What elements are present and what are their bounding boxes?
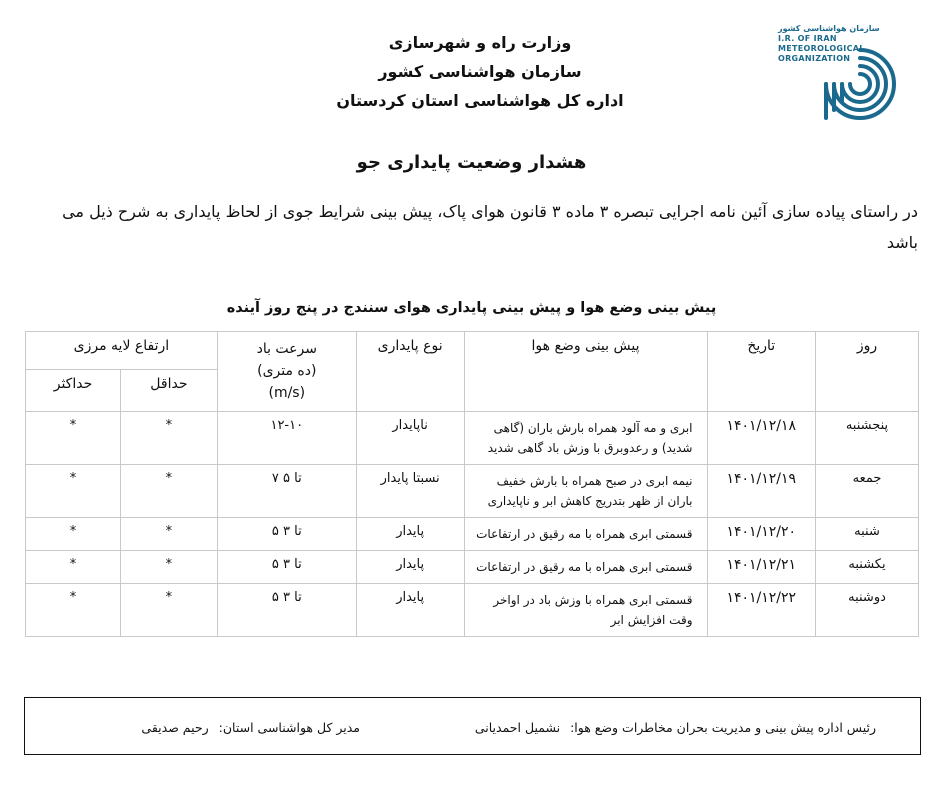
forecast-head-signature [475, 720, 876, 735]
cell-day: پنجشنبه [816, 412, 919, 465]
cell-min: * [120, 551, 217, 584]
forecast-head-name: نشمیل احمدیانی [474, 720, 561, 735]
table-row [26, 465, 919, 518]
cell-wind: تا ۳ ۵ [217, 584, 356, 637]
cell-stability: پایدار [356, 518, 464, 551]
header-stability: نوع پایداری [356, 332, 464, 412]
cell-weather: نیمه ابری در صبح همراه با بارش خفیف باران از ظهر بتدریج کاهش ابر و ناپایداری [464, 465, 707, 518]
cell-date: ۱۴۰۱/۱۲/۱۸ [707, 412, 816, 465]
header-wind-label: سرعت باد [256, 341, 317, 357]
logo-text-fa: سازمان هواشناسی کشور [778, 24, 880, 33]
table-row [26, 518, 919, 551]
cell-max: * [26, 584, 121, 637]
director-general-name: رحیم صدیقی [141, 720, 209, 735]
cell-max: * [26, 518, 121, 551]
spiral-emblem-icon [820, 44, 900, 124]
logo-text-en-2: METEOROLOGICAL [778, 44, 865, 53]
cell-min: * [120, 465, 217, 518]
director-general-title: مدیر کل هواشناسی استان: [218, 720, 360, 735]
cell-min: * [120, 584, 217, 637]
cell-min: * [120, 518, 217, 551]
header-day: روز [816, 332, 919, 412]
header-wind [217, 332, 356, 412]
cell-weather: ابری و مه آلود همراه بارش باران (گاهی شدید) و رعدوبرق با وزش باد گاهی شدید [464, 412, 707, 465]
logo-text-en-1: I.R. OF IRAN [778, 34, 837, 43]
forecast-table [25, 331, 919, 637]
cell-max: * [26, 465, 121, 518]
cell-day: یکشنبه [816, 551, 919, 584]
cell-wind: ۱۲-۱۰ [217, 412, 356, 465]
cell-date: ۱۴۰۱/۱۲/۱۹ [707, 465, 816, 518]
director-general-signature [141, 720, 360, 735]
header-min: حداقل [120, 370, 217, 412]
header-wind-unit-height: (ده متری) [257, 363, 317, 379]
signature-box [24, 697, 921, 755]
cell-date: ۱۴۰۱/۱۲/۲۱ [707, 551, 816, 584]
cell-max: * [26, 412, 121, 465]
cell-wind: تا ۵ ۷ [217, 465, 356, 518]
table-caption: پیش بینی وضع هوا و پیش بینی پایداری هوای سنندج در پنج روز آینده [226, 300, 717, 316]
provincial-office-name: اداره کل هواشناسی استان کردستان [336, 91, 624, 110]
intro-paragraph: در راستای پیاده سازی آئین نامه اجرایی تبصره ۳ ماده ۳ قانون هوای پاک، پیش بینی شرایط جوی از لحاظ پایداری به شرح ذیل می باشد [62, 202, 918, 252]
letterhead [300, 28, 660, 115]
cell-weather: قسمتی ابری همراه با مه رقیق در ارتفاعات [464, 551, 707, 584]
header-max: حداکثر [26, 370, 121, 412]
cell-weather: قسمتی ابری همراه با وزش باد در اواخر وقت افزایش ابر [464, 584, 707, 637]
cell-day: شنبه [816, 518, 919, 551]
cell-wind: تا ۳ ۵ [217, 551, 356, 584]
cell-weather: قسمتی ابری همراه با مه رقیق در ارتفاعات [464, 518, 707, 551]
document-title: هشدار وضعیت پایداری جو [356, 152, 587, 173]
cell-date: ۱۴۰۱/۱۲/۲۰ [707, 518, 816, 551]
organization-name: سازمان هواشناسی کشور [378, 62, 582, 81]
cell-wind: تا ۳ ۵ [217, 518, 356, 551]
cell-stability: ناپایدار [356, 412, 464, 465]
ministry-name: وزارت راه و شهرسازی [388, 33, 572, 52]
meteorological-organization-logo [772, 18, 902, 130]
header-date: تاریخ [707, 332, 816, 412]
logo-text-en-3: ORGANIZATION [778, 54, 851, 63]
table-header-row [26, 332, 919, 370]
cell-min: * [120, 412, 217, 465]
cell-date: ۱۴۰۱/۱۲/۲۲ [707, 584, 816, 637]
forecast-head-title: رئیس اداره پیش بینی و مدیریت بحران مخاطرات وضع هوا: [570, 720, 876, 735]
header-wind-unit-ms: (m/s) [268, 385, 306, 401]
table-row [26, 412, 919, 465]
cell-stability: نسبتا پایدار [356, 465, 464, 518]
cell-stability: پایدار [356, 551, 464, 584]
cell-day: جمعه [816, 465, 919, 518]
table-row [26, 584, 919, 637]
table-row [26, 551, 919, 584]
cell-max: * [26, 551, 121, 584]
cell-stability: پایدار [356, 584, 464, 637]
header-weather: پیش بینی وضع هوا [464, 332, 707, 412]
header-boundary-layer: ارتفاع لایه مرزی [26, 332, 218, 370]
cell-day: دوشنبه [816, 584, 919, 637]
